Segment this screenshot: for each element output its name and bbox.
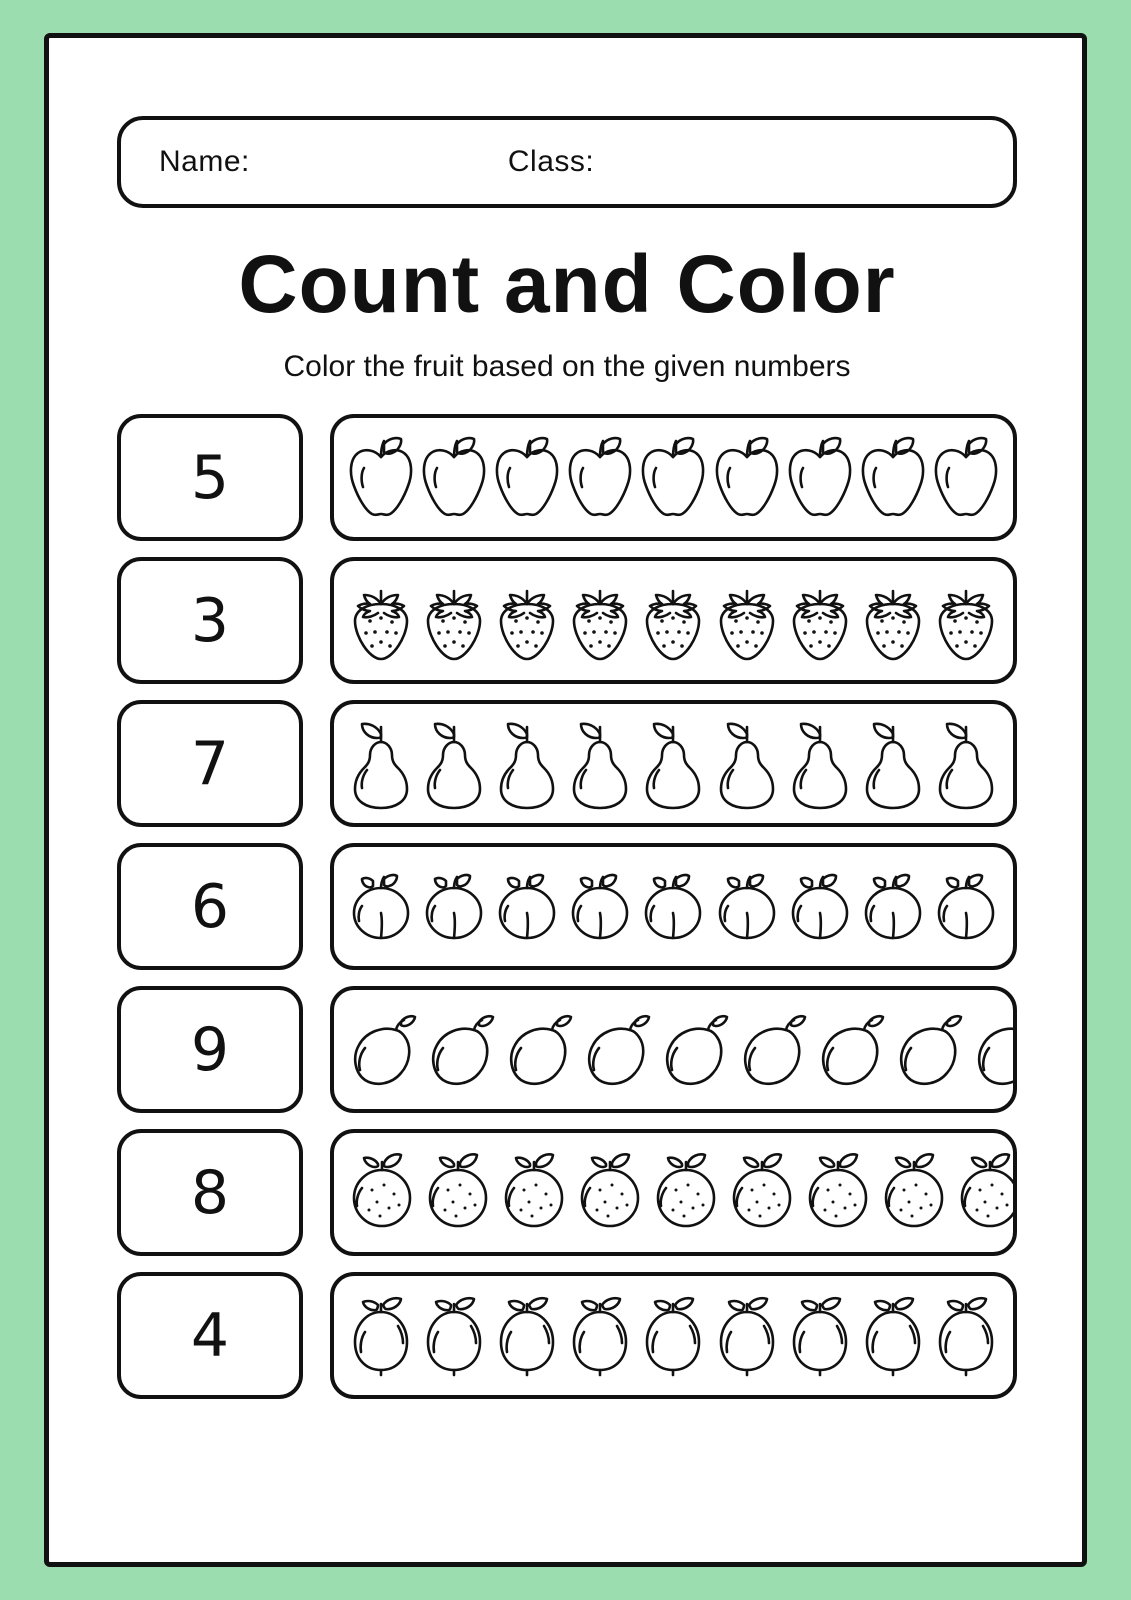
fruit-plum xyxy=(712,870,782,944)
fruit-pear xyxy=(784,718,856,810)
fruit-apple xyxy=(418,435,490,521)
fruit-plum xyxy=(638,870,708,944)
number-value: 7 xyxy=(190,728,230,799)
fruit-lemon xyxy=(784,1290,856,1382)
fruit-mango xyxy=(968,1010,1017,1090)
number-value: 4 xyxy=(190,1300,230,1371)
fruit-lemon xyxy=(711,1290,783,1382)
fruit-strip-strawberry[interactable] xyxy=(330,557,1017,684)
number-box xyxy=(117,700,303,827)
number-value: 9 xyxy=(190,1014,230,1085)
number-value: 5 xyxy=(190,442,230,513)
fruit-mango xyxy=(890,1010,968,1090)
fruit-strip-plum[interactable] xyxy=(330,843,1017,970)
fruit-mango xyxy=(734,1010,812,1090)
fruit-mango xyxy=(422,1010,500,1090)
number-value: 3 xyxy=(190,585,230,656)
fruit-apple xyxy=(491,435,563,521)
fruit-plum xyxy=(346,870,416,944)
fruit-mango xyxy=(812,1010,890,1090)
fruit-lemon xyxy=(418,1290,490,1382)
fruit-pear xyxy=(418,718,490,810)
fruit-pear xyxy=(711,718,783,810)
fruit-pear xyxy=(930,718,1002,810)
fruit-plum xyxy=(492,870,562,944)
fruit-plum xyxy=(785,870,855,944)
fruit-lemon xyxy=(564,1290,636,1382)
fruit-plum xyxy=(931,870,1001,944)
number-box xyxy=(117,1272,303,1399)
fruit-plum xyxy=(858,870,928,944)
exercise-row xyxy=(117,1272,1017,1399)
fruit-strawberry xyxy=(930,578,1002,664)
fruit-mango xyxy=(344,1010,422,1090)
fruit-orange xyxy=(724,1150,800,1236)
fruit-strip-lemon[interactable] xyxy=(330,1272,1017,1399)
number-value: 8 xyxy=(190,1157,230,1228)
fruit-pear xyxy=(345,718,417,810)
class-label: Class: xyxy=(507,145,595,178)
fruit-strawberry xyxy=(345,578,417,664)
exercise-row xyxy=(117,1129,1017,1256)
number-box xyxy=(117,557,303,684)
fruit-pear xyxy=(491,718,563,810)
exercise-row xyxy=(117,843,1017,970)
exercise-rows xyxy=(117,414,1017,1399)
fruit-strawberry xyxy=(564,578,636,664)
fruit-lemon xyxy=(491,1290,563,1382)
worksheet-page xyxy=(44,33,1087,1567)
fruit-apple xyxy=(564,435,636,521)
exercise-row xyxy=(117,700,1017,827)
fruit-strawberry xyxy=(637,578,709,664)
fruit-strawberry xyxy=(711,578,783,664)
fruit-strawberry xyxy=(784,578,856,664)
fruit-lemon xyxy=(930,1290,1002,1382)
fruit-orange xyxy=(572,1150,648,1236)
fruit-apple xyxy=(637,435,709,521)
fruit-pear xyxy=(637,718,709,810)
fruit-apple xyxy=(930,435,1002,521)
student-info-bar xyxy=(117,116,1017,208)
fruit-plum xyxy=(565,870,635,944)
fruit-strip-pear[interactable] xyxy=(330,700,1017,827)
fruit-apple xyxy=(711,435,783,521)
fruit-apple xyxy=(857,435,929,521)
fruit-strip-apple[interactable] xyxy=(330,414,1017,541)
name-label: Name: xyxy=(159,145,250,178)
worksheet-content xyxy=(117,116,1017,1415)
fruit-orange xyxy=(420,1150,496,1236)
fruit-orange xyxy=(876,1150,952,1236)
fruit-pear xyxy=(857,718,929,810)
fruit-apple xyxy=(784,435,856,521)
page-title: Count and Color xyxy=(238,239,896,330)
number-box xyxy=(117,414,303,541)
number-box xyxy=(117,986,303,1113)
exercise-row xyxy=(117,414,1017,541)
fruit-mango xyxy=(578,1010,656,1090)
number-value: 6 xyxy=(190,871,230,942)
number-box xyxy=(117,843,303,970)
exercise-row xyxy=(117,557,1017,684)
fruit-strawberry xyxy=(418,578,490,664)
fruit-orange xyxy=(344,1150,420,1236)
fruit-orange xyxy=(800,1150,876,1236)
fruit-strawberry xyxy=(491,578,563,664)
fruit-strawberry xyxy=(857,578,929,664)
fruit-mango xyxy=(656,1010,734,1090)
fruit-orange xyxy=(952,1150,1017,1236)
page-subtitle: Color the fruit based on the given numbers xyxy=(283,350,851,384)
fruit-lemon xyxy=(637,1290,709,1382)
fruit-mango xyxy=(500,1010,578,1090)
fruit-orange xyxy=(648,1150,724,1236)
exercise-row xyxy=(117,986,1017,1113)
fruit-lemon xyxy=(345,1290,417,1382)
fruit-strip-orange[interactable] xyxy=(330,1129,1017,1256)
fruit-lemon xyxy=(857,1290,929,1382)
fruit-apple xyxy=(345,435,417,521)
fruit-strip-mango[interactable] xyxy=(330,986,1017,1113)
fruit-pear xyxy=(564,718,636,810)
fruit-plum xyxy=(419,870,489,944)
number-box xyxy=(117,1129,303,1256)
fruit-orange xyxy=(496,1150,572,1236)
